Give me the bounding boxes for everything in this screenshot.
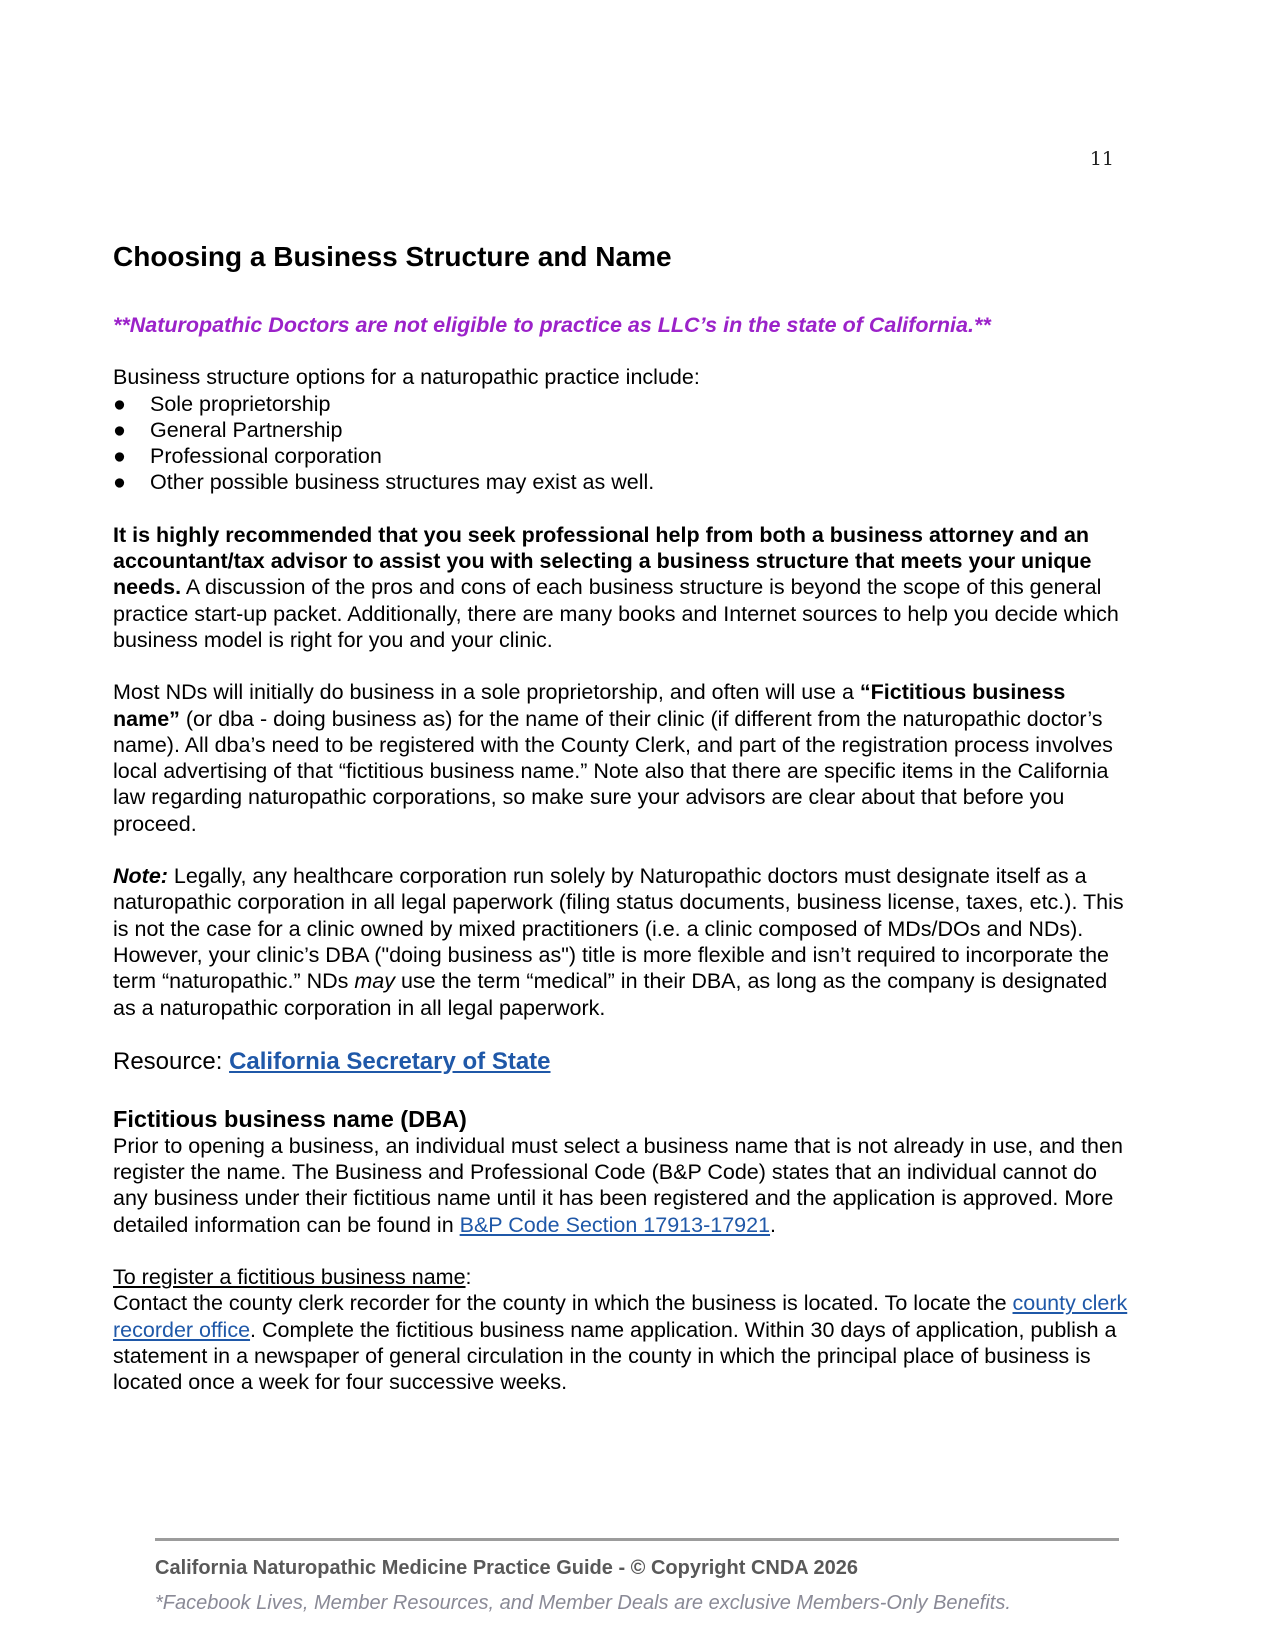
bullet-icon: ● xyxy=(113,470,126,495)
bullet-icon: ● xyxy=(113,391,126,416)
page-number: 11 xyxy=(1089,148,1114,170)
page-title: Choosing a Business Structure and Name xyxy=(113,241,672,272)
bullet-icon: ● xyxy=(113,444,126,469)
footer-copyright: California Naturopathic Medicine Practice Guide - © Copyright CNDA 2026 xyxy=(155,1557,859,1579)
register-heading: To register a fictitious business name xyxy=(113,1265,466,1290)
sole-proprietorship-paragraph: Most NDs will initially do business in a sole proprietorship, and often will use a “Fictitious business name” (or dba - doing business as) for the name of their clinic (if different from the naturopathic doctor’s name). All dba’s need to be registered with the County Clerk, and part of the registration process involves local advertising of that “fictitious business name.” Note also that there are specific items in the California law regarding naturopathic corporations, so make sure your advisors are clear about that before you proceed. xyxy=(113,680,1113,836)
page-footer xyxy=(155,1538,1119,1618)
llc-warning: **Naturopathic Doctors are not eligible to practice as LLC’s in the state of California.** xyxy=(113,313,991,337)
list-item: ● General Partnership xyxy=(113,417,343,442)
note-paragraph: Note: Legally, any healthcare corporation run solely by Naturopathic doctors must designate itself as a naturopathic corporation in all legal paperwork (filing status documents, business license, taxes, etc.). This is not the case for a clinic owned by mixed practitioners (i.e. a clinic composed of MDs/DOs and NDs). However, your clinic’s DBA ("doing business as") title is more flexible and isn’t required to incorporate the term “naturopathic.” NDs may use the term “medical” in their DBA, as long as the company is designated as a naturopathic corporation in all legal paperwork. xyxy=(113,864,1124,1020)
list-item: ● Other possible business structures may exist as well. xyxy=(113,470,655,495)
document-body xyxy=(113,240,1133,1422)
bullet-icon: ● xyxy=(113,417,126,442)
footer-members-note: *Facebook Lives, Member Resources, and Member Deals are exclusive Members-Only Benefits. xyxy=(155,1592,1011,1614)
resource-line xyxy=(113,1047,1133,1077)
fictitious-name-term: “Fictitious business name” xyxy=(113,680,1066,731)
dba-paragraph: Prior to opening a business, an individual must select a business name that is not already in use, and then register the name. The Business and Professional Code (B&P Code) states that an individual cannot do any business under their fictitious name until it has been registered and the application is approved. More detailed information can be found in B&P Code Section 17913-17921. xyxy=(113,1133,1123,1237)
county-clerk-link[interactable]: county clerk recorder office xyxy=(113,1291,1128,1342)
may-emphasis: may xyxy=(354,969,395,994)
register-paragraph: Contact the county clerk recorder for the county in which the business is located. To locate the county clerk recorder office. Complete the fictitious business name application. Within 30 days of application, publish a statement in a newspaper of general circulation in the county in which the principal place of business is located once a week for four successive weeks. xyxy=(113,1291,1128,1395)
recommendation-paragraph: It is highly recommended that you seek professional help from both a business attorney and an accountant/tax advisor to assist you with selecting a business structure that meets your unique needs. A discussion of the pros and cons of each business structure is beyond the scope of this general practice start-up packet. Additionally, there are many books and Internet sources to help you decide which business model is right for you and your clinic. xyxy=(113,522,1119,652)
secretary-of-state-link[interactable]: California Secretary of State xyxy=(229,1047,551,1075)
footer-divider xyxy=(155,1538,1119,1541)
register-heading-line: To register a fictitious business name: xyxy=(113,1265,472,1290)
resource-label: Resource: xyxy=(113,1047,230,1075)
list-item: ● Professional corporation xyxy=(113,444,382,469)
bp-code-link[interactable]: B&P Code Section 17913-17921 xyxy=(459,1212,771,1237)
note-label: Note: xyxy=(113,864,168,889)
list-item: ● Sole proprietorship xyxy=(113,391,331,416)
options-intro: Business structure options for a naturopathic practice include: xyxy=(113,365,700,390)
recommendation-bold: It is highly recommended that you seek professional help from both a business attorney and an accountant/tax advisor to assist you with selecting a business structure that meets your unique needs. xyxy=(113,522,1092,600)
dba-heading: Fictitious business name (DBA) xyxy=(113,1105,467,1132)
structure-options-list xyxy=(113,391,1133,496)
